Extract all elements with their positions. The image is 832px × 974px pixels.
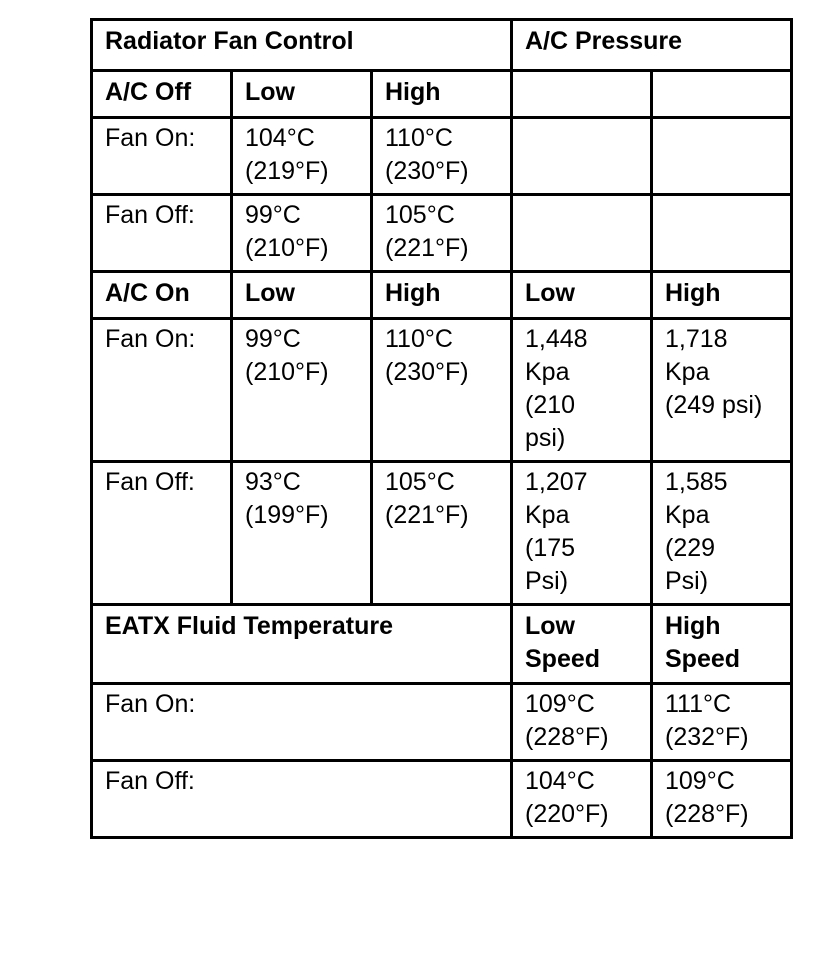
row-label: Fan Off: xyxy=(92,195,232,272)
pressure-cell xyxy=(652,319,792,462)
temp-fahrenheit: (219°F) xyxy=(245,157,329,185)
temp-fahrenheit: (210°F) xyxy=(245,358,329,386)
temp-cell xyxy=(372,195,512,272)
row-label: Fan Off: xyxy=(92,761,512,838)
pressure-cell xyxy=(652,462,792,605)
row-label: Fan On: xyxy=(92,319,232,462)
fan-control-table xyxy=(90,18,793,839)
empty-cell xyxy=(652,71,792,118)
temp-cell xyxy=(372,462,512,605)
temp-celsius: 93°C xyxy=(245,468,301,496)
temp-cell xyxy=(232,195,372,272)
temp-cell xyxy=(652,684,792,761)
temp-cell xyxy=(652,761,792,838)
temp-cell xyxy=(372,319,512,462)
empty-cell xyxy=(512,118,652,195)
row-label: Fan On: xyxy=(92,684,512,761)
pressure-psi: (249 psi) xyxy=(665,391,763,419)
temp-fahrenheit: (228°F) xyxy=(525,723,609,751)
pressure-psi: (229 xyxy=(665,534,716,562)
low-speed-word-2: Speed xyxy=(525,645,601,673)
temp-cell xyxy=(232,319,372,462)
low-speed-word-1: Low xyxy=(525,612,575,640)
temp-fahrenheit: (210°F) xyxy=(245,234,329,262)
pressure-value: 1,448 xyxy=(525,325,588,353)
temp-celsius: 110°C xyxy=(385,325,453,353)
table-row xyxy=(92,462,792,605)
pressure-psi-unit: psi) xyxy=(525,424,566,452)
high-speed-word-2: Speed xyxy=(665,645,741,673)
pressure-psi: (175 xyxy=(525,534,576,562)
table-row xyxy=(92,761,792,838)
temp-cell xyxy=(232,118,372,195)
temp-cell xyxy=(512,684,652,761)
table-row xyxy=(92,319,792,462)
pressure-psi-unit: Psi) xyxy=(665,567,709,595)
table-row xyxy=(92,118,792,195)
temp-celsius: 110°C xyxy=(385,124,453,152)
radiator-fan-control-header: Radiator Fan Control xyxy=(92,20,512,71)
pressure-value: 1,207 xyxy=(525,468,588,496)
temp-celsius: 105°C xyxy=(385,468,455,496)
temp-celsius: 99°C xyxy=(245,325,301,353)
pressure-value: 1,718 xyxy=(665,325,728,353)
ac-pressure-header: A/C Pressure xyxy=(512,20,792,71)
pressure-unit: Kpa xyxy=(525,358,570,386)
empty-cell xyxy=(512,71,652,118)
temp-celsius: 109°C xyxy=(665,767,735,795)
temp-fahrenheit: (221°F) xyxy=(385,234,469,262)
table-row xyxy=(92,71,792,118)
eatx-fluid-temperature-header: EATX Fluid Temperature xyxy=(92,605,512,684)
ac-on-high-header: High xyxy=(372,272,512,319)
table-row xyxy=(92,272,792,319)
low-speed-header xyxy=(512,605,652,684)
table-row xyxy=(92,195,792,272)
temp-celsius: 109°C xyxy=(525,690,595,718)
table-row xyxy=(92,605,792,684)
temp-fahrenheit: (220°F) xyxy=(525,800,609,828)
table-row xyxy=(92,684,792,761)
table-row xyxy=(92,20,792,71)
ac-off-label: A/C Off xyxy=(92,71,232,118)
pressure-unit: Kpa xyxy=(665,358,710,386)
ac-on-low-header: Low xyxy=(232,272,372,319)
temp-fahrenheit: (230°F) xyxy=(385,358,469,386)
high-speed-header xyxy=(652,605,792,684)
pressure-cell xyxy=(512,462,652,605)
temp-cell xyxy=(372,118,512,195)
pressure-value: 1,585 xyxy=(665,468,728,496)
temp-fahrenheit: (228°F) xyxy=(665,800,749,828)
empty-cell xyxy=(652,118,792,195)
row-label: Fan On: xyxy=(92,118,232,195)
pressure-cell xyxy=(512,319,652,462)
temp-celsius: 105°C xyxy=(385,201,455,229)
temp-celsius: 104°C xyxy=(525,767,595,795)
row-label: Fan Off: xyxy=(92,462,232,605)
temp-celsius: 111°C xyxy=(665,690,732,718)
pressure-psi-unit: Psi) xyxy=(525,567,569,595)
high-speed-word-1: High xyxy=(665,612,721,640)
pressure-psi: (210 xyxy=(525,391,576,419)
ac-on-label: A/C On xyxy=(92,272,232,319)
empty-cell xyxy=(652,195,792,272)
pressure-high-header: High xyxy=(652,272,792,319)
empty-cell xyxy=(512,195,652,272)
temp-fahrenheit: (230°F) xyxy=(385,157,469,185)
temp-fahrenheit: (232°F) xyxy=(665,723,749,751)
temp-celsius: 99°C xyxy=(245,201,301,229)
temp-cell xyxy=(512,761,652,838)
pressure-unit: Kpa xyxy=(665,501,710,529)
pressure-unit: Kpa xyxy=(525,501,570,529)
pressure-low-header: Low xyxy=(512,272,652,319)
ac-off-high-header: High xyxy=(372,71,512,118)
temp-cell xyxy=(232,462,372,605)
temp-fahrenheit: (199°F) xyxy=(245,501,329,529)
ac-off-low-header: Low xyxy=(232,71,372,118)
temp-fahrenheit: (221°F) xyxy=(385,501,469,529)
temp-celsius: 104°C xyxy=(245,124,315,152)
